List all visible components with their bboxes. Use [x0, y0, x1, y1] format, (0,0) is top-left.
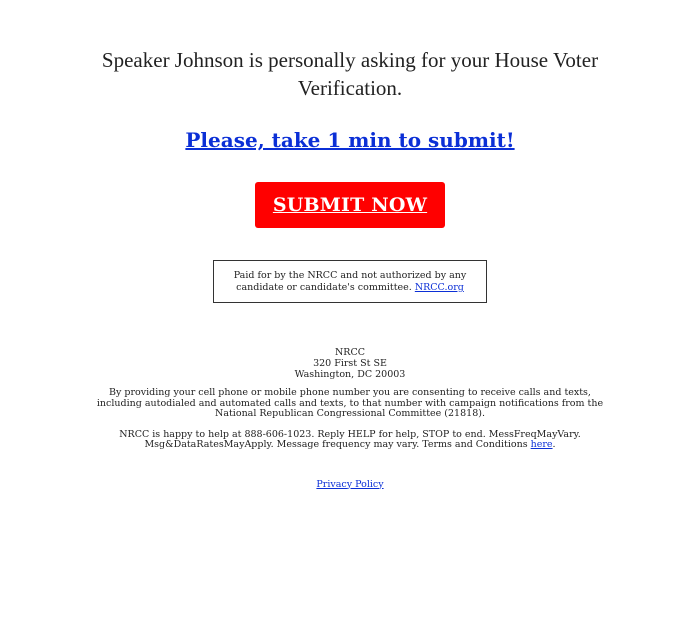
- address-org: NRCC: [334, 347, 365, 358]
- privacy-section: [70, 479, 630, 490]
- email-body: [70, 46, 630, 490]
- submit-button-wrapper: [70, 182, 630, 228]
- help-text: [95, 430, 605, 451]
- help-text-body: NRCC is happy to help at 888-606-1023. Reply HELP for help, STOP to end. MessFreqMayVary. Msg&DataRatesMayApply. Message frequency may vary. Terms and Conditions: [119, 428, 581, 450]
- disclaimer-text: Paid for by the NRCC and not authorized by any candidate or candidate's committee.: [233, 270, 467, 293]
- nrcc-org-link[interactable]: NRCC.org: [414, 282, 464, 293]
- terms-here-link[interactable]: here: [530, 439, 553, 450]
- address-city: Washington, DC 20003: [294, 369, 406, 380]
- sms-consent-text: By providing your cell phone or mobile phone number you are consenting to receive calls and texts, including autodialed and automated calls and texts, to that number with campaign notifications from the National Republican Congressional Committee (21818).: [96, 387, 604, 419]
- privacy-policy-link[interactable]: Privacy Policy: [316, 478, 384, 490]
- headline: Speaker Johnson is personally asking for your House Voter Verification.: [101, 48, 599, 100]
- help-text-suffix: .: [552, 439, 556, 450]
- paid-for-disclaimer: [213, 260, 487, 303]
- submit-now-button[interactable]: SUBMIT NOW: [255, 182, 445, 228]
- mailing-address: [70, 347, 630, 380]
- submit-cta-link[interactable]: Please, take 1 min to submit!: [185, 128, 515, 152]
- address-street: 320 First St SE: [313, 358, 387, 369]
